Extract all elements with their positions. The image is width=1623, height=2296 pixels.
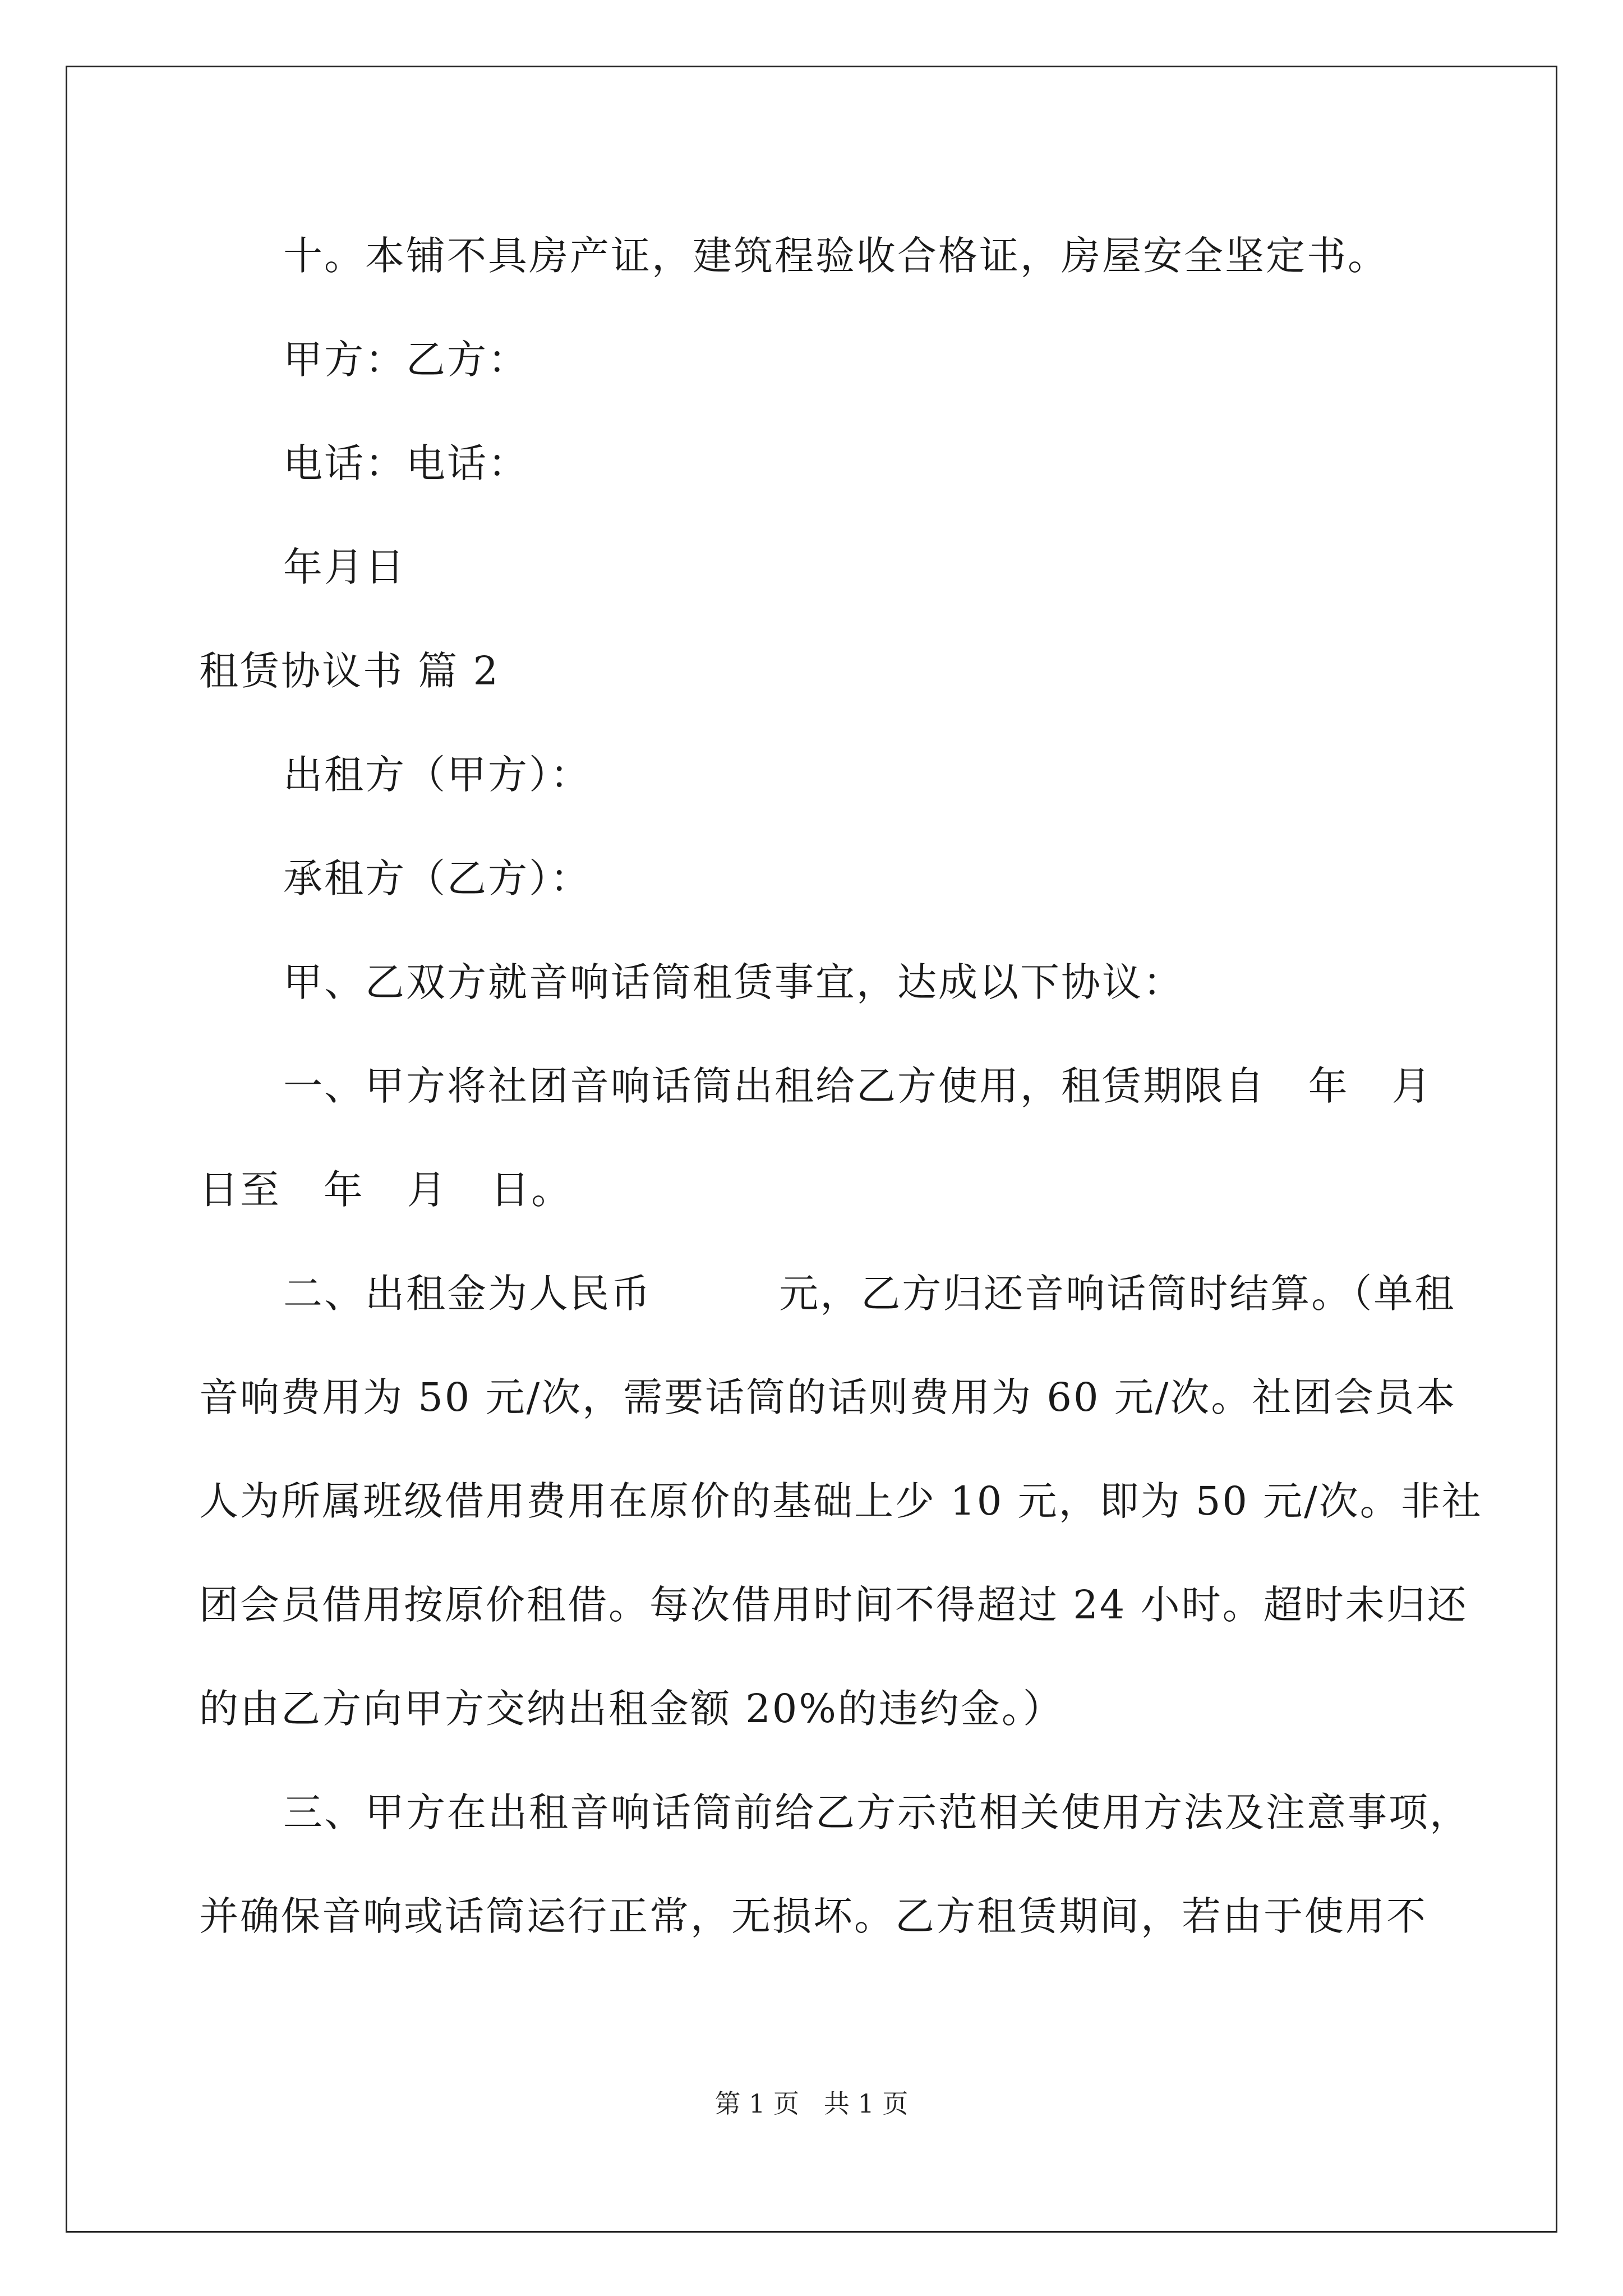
signature-phone-line: 电话：电话：: [283, 440, 529, 486]
clause-1-line-2: 日至 年 月 日。: [199, 1167, 573, 1213]
clause-2-line-2: 音响费用为 50 元/次，需要话筒的话则费用为 60 元/次。社团会员本: [199, 1374, 1457, 1420]
clause-2-line-5: 的由乙方向甲方交纳出租金额 20%的违约金。）: [199, 1686, 1064, 1732]
clause-3-line-2: 并确保音响或话筒运行正常，无损坏。乙方租赁期间，若由于使用不: [199, 1893, 1427, 1939]
page-number-footer: 第 1 页 共 1 页: [714, 2088, 909, 2119]
clause-2-line-4: 团会员借用按原价租借。每次借用时间不得超过 24 小时。超时未归还: [199, 1582, 1468, 1628]
clause-1-line-1: 一、甲方将社团音响话筒出租给乙方使用，租赁期限自 年 月: [283, 1063, 1433, 1109]
clause-10-line: 十。本铺不具房产证，建筑程验收合格证，房屋安全坚定书。: [283, 233, 1389, 279]
signature-party-line: 甲方：乙方：: [283, 337, 529, 383]
lessee-line: 承租方（乙方）：: [283, 855, 591, 901]
clause-2-line-3: 人为所属班级借用费用在原价的基础上少 10 元，即为 50 元/次。非社: [199, 1478, 1483, 1524]
section-heading: 租赁协议书 篇 2: [199, 648, 500, 694]
lessor-line: 出租方（甲方）：: [283, 752, 591, 798]
clause-3-line-1: 三、甲方在出租音响话筒前给乙方示范相关使用方法及注意事项，: [283, 1789, 1470, 1835]
clause-2-line-1: 二、出租金为人民币 元，乙方归还音响话筒时结算。（单租: [283, 1271, 1456, 1317]
signature-date-line: 年月日: [283, 544, 406, 590]
agreement-intro-line: 甲、乙双方就音响话筒租赁事宜，达成以下协议：: [283, 959, 1184, 1005]
